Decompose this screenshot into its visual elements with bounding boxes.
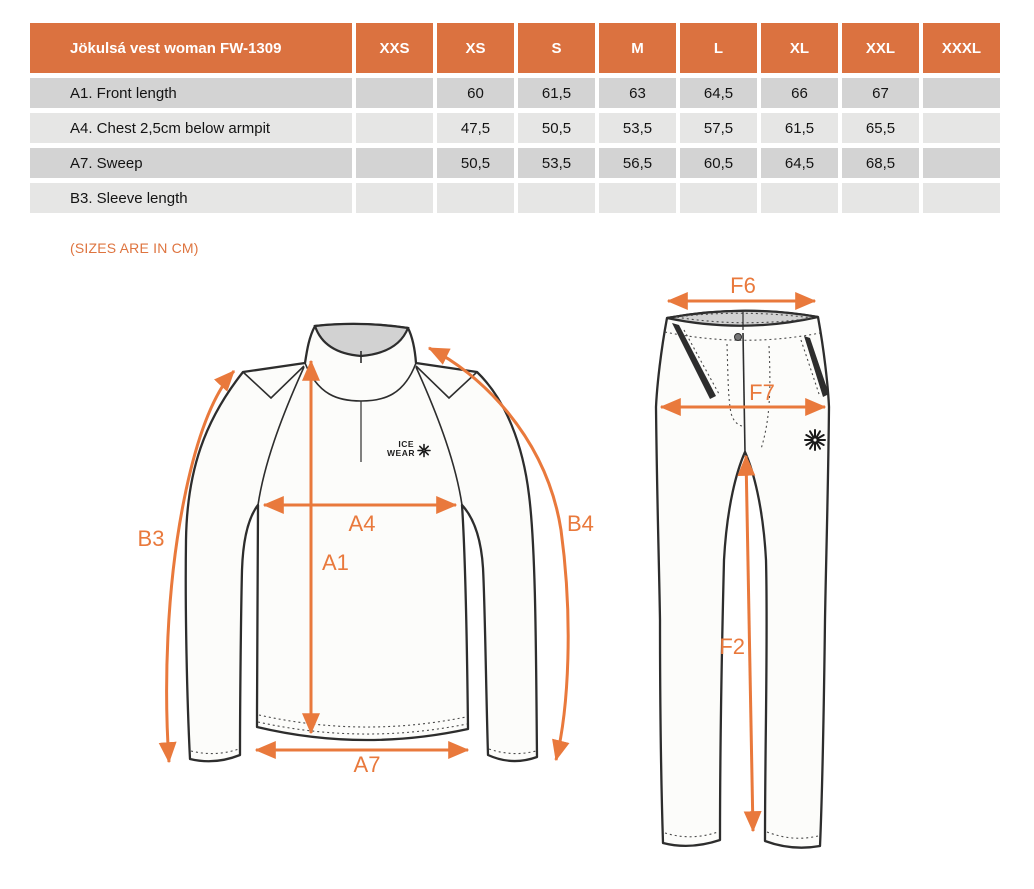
cell: 53,5	[518, 148, 595, 178]
units-note: (SIZES ARE IN CM)	[70, 240, 199, 256]
row-label: B3. Sleeve length	[30, 183, 352, 213]
size-header-xl: XL	[761, 23, 838, 73]
size-header-m: M	[599, 23, 676, 73]
cell: 61,5	[518, 78, 595, 108]
cell: 64,5	[680, 78, 757, 108]
cell: 50,5	[437, 148, 514, 178]
cell: 57,5	[680, 113, 757, 143]
a1-label: A1	[322, 550, 349, 575]
cell: 47,5	[437, 113, 514, 143]
cell: 66	[761, 78, 838, 108]
size-header-l: L	[680, 23, 757, 73]
shirt-drawing	[138, 324, 594, 777]
a4-label: A4	[348, 511, 376, 536]
row-label: A7. Sweep	[30, 148, 352, 178]
f7-label: F7	[749, 380, 775, 405]
cell: 53,5	[599, 113, 676, 143]
f6-label: F6	[730, 273, 756, 298]
logo-line2: WEAR	[387, 448, 415, 458]
cell: 65,5	[842, 113, 919, 143]
pants-drawing	[656, 273, 829, 848]
size-header-s: S	[518, 23, 595, 73]
cell: 67	[842, 78, 919, 108]
size-header-xs: XS	[437, 23, 514, 73]
pants-silhouette	[656, 311, 829, 848]
cell: 63	[599, 78, 676, 108]
shirt-silhouette	[186, 324, 537, 761]
product-title: Jökulsá vest woman FW-1309	[30, 23, 352, 73]
b4-label: B4	[567, 511, 594, 536]
row-label: A1. Front length	[30, 78, 352, 108]
cell: 60,5	[680, 148, 757, 178]
size-header-xxl: XXL	[842, 23, 919, 73]
b3-label: B3	[137, 526, 165, 551]
f2-label: F2	[719, 634, 745, 659]
cell: 61,5	[761, 113, 838, 143]
row-label: A4. Chest 2,5cm below armpit	[30, 113, 352, 143]
logo-line1: ICE	[398, 439, 414, 449]
waist-button	[735, 334, 742, 341]
cell: 50,5	[518, 113, 595, 143]
cell: 68,5	[842, 148, 919, 178]
cell: 56,5	[599, 148, 676, 178]
size-header-xxxl: XXXL	[923, 23, 1000, 73]
f2-arrow	[746, 456, 753, 831]
cell: 60	[437, 78, 514, 108]
a7-label: A7	[353, 752, 381, 777]
cell: 64,5	[761, 148, 838, 178]
size-header-xxs: XXS	[356, 23, 433, 73]
